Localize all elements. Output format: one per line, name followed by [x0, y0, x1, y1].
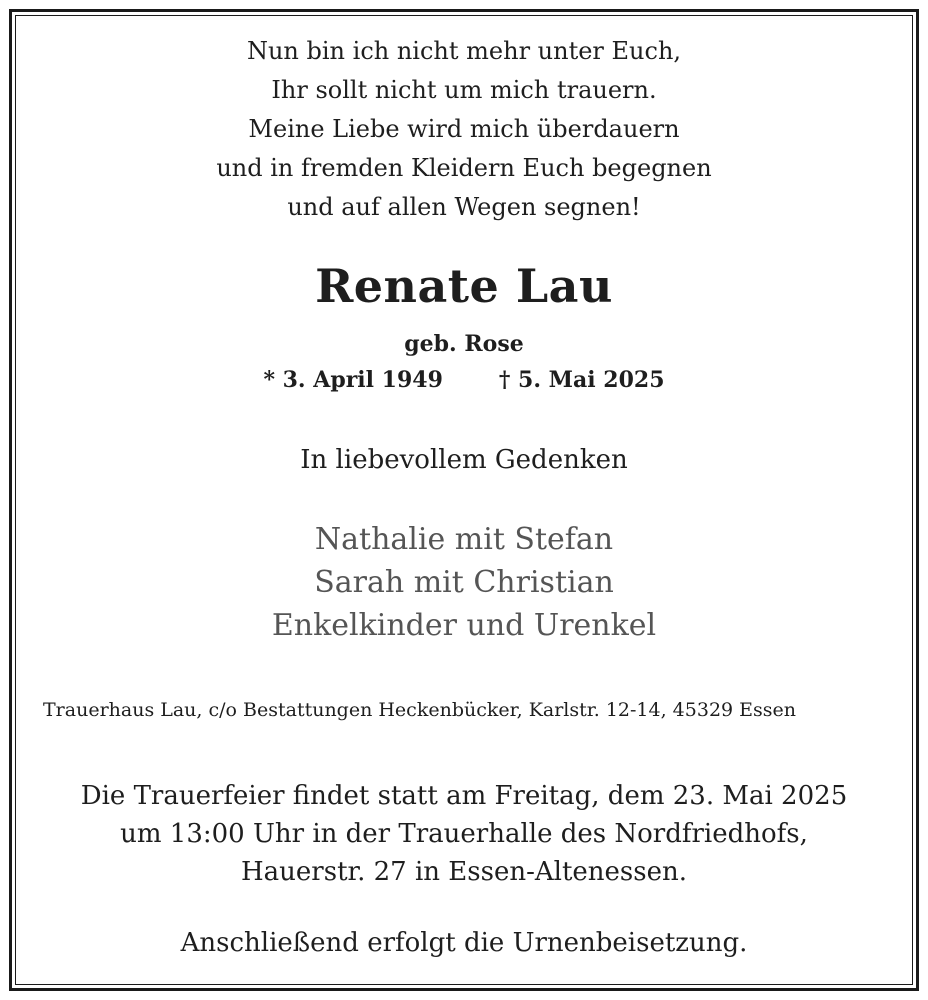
poem-line: und in fremden Kleidern Euch begegnen — [216, 154, 712, 182]
poem-line: Nun bin ich nicht mehr unter Euch, — [246, 37, 682, 65]
poem-line: und auf allen Wegen segnen! — [287, 193, 641, 221]
death-date: † 5. Mai 2025 — [498, 367, 665, 393]
ceremony-info — [0, 777, 928, 891]
ceremony-line: um 13:00 Uhr in der Trauerhalle des Nordfriedhofs, — [120, 819, 808, 849]
mourners-list — [0, 518, 928, 647]
closing-line: Anschließend erfolgt die Urnenbeisetzung. — [180, 928, 748, 958]
life-dates — [0, 366, 928, 394]
ceremony-line: Hauerstr. 27 in Essen-Altenessen. — [240, 857, 688, 887]
poem-line: Meine Liebe wird mich überdauern — [248, 115, 680, 143]
birth-date: * 3. April 1949 — [263, 367, 443, 393]
mourning-address: Trauerhaus Lau, c/o Bestattungen Heckenbücker, Karlstr. 12-14, 45329 Essen — [43, 699, 797, 721]
birth-name: geb. Rose — [404, 331, 524, 357]
mourner: Sarah mit Christian — [314, 565, 614, 600]
mourner: Nathalie mit Stefan — [314, 522, 614, 557]
mourner: Enkelkinder und Urenkel — [271, 608, 657, 643]
memory-line: In liebevollem Gedenken — [300, 445, 628, 475]
poem — [0, 32, 928, 227]
poem-line: Ihr sollt nicht um mich trauern. — [271, 76, 657, 104]
ceremony-line: Die Trauerfeier findet statt am Freitag, dem 23. Mai 2025 — [80, 781, 848, 811]
deceased-name: Renate Lau — [315, 259, 613, 313]
